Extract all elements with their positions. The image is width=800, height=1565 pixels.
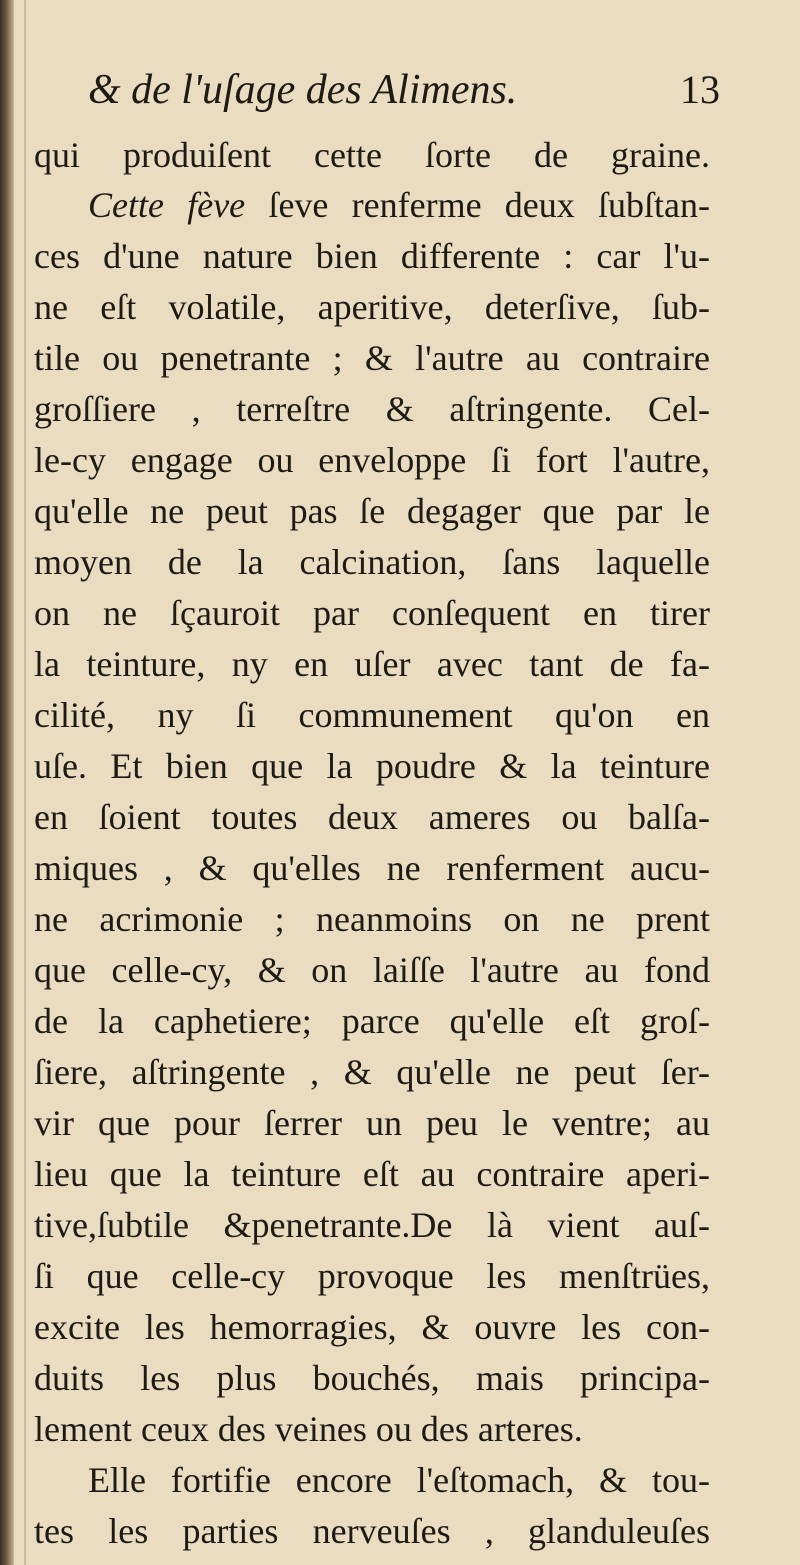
text-line-14: en ſoient toutes deux ameres ou balſa- <box>34 797 710 837</box>
text-line-12: cilité, ny ſi communement qu'on en <box>34 695 710 735</box>
text-line-9: moyen de la calcination, ſans laquelle <box>34 542 710 582</box>
text-line-27: Elle fortifie encore l'eſtomach, & tou- <box>88 1460 710 1500</box>
text-line-21: lieu que la teinture eſt au contraire aperi- <box>34 1154 710 1194</box>
text-line-22: tive,ſubtile &penetrante.De là vient auſ- <box>34 1205 710 1245</box>
text-line-18: de la caphetiere; parce qu'elle eſt groſ- <box>34 1001 710 1041</box>
text-line-2-rest: ſeve renferme deux ſubſtan- <box>268 185 710 225</box>
text-line-7: le-cy engage ou enveloppe ſi fort l'autre, <box>34 440 710 480</box>
text-line-20: vir que pour ſerrer un peu le ventre; au <box>34 1103 710 1143</box>
text-line-17: que celle-cy, & on laiſſe l'autre au fond <box>34 950 710 990</box>
text-line-19: ſiere, aſtringente , & qu'elle ne peut ſer- <box>34 1052 710 1092</box>
text-line-8: qu'elle ne peut pas ſe degager que par le <box>34 491 710 531</box>
text-line-5: tile ou penetrante ; & l'autre au contraire <box>34 338 710 378</box>
text-line-26: lement ceux des veines ou des arteres. <box>34 1409 583 1449</box>
italic-phrase: Cette fève <box>88 185 246 225</box>
text-line-13: uſe. Et bien que la poudre & la teinture <box>34 746 710 786</box>
text-line-2 <box>88 180 710 230</box>
text-line-24: excite les hemorragies, & ouvre les con- <box>34 1307 710 1347</box>
text-line-3: ces d'une nature bien differente : car l'u- <box>34 236 710 276</box>
text-line-11: la teinture, ny en uſer avec tant de fa- <box>34 644 710 684</box>
text-line-16: ne acrimonie ; neanmoins on ne prent <box>34 899 710 939</box>
text-line-15: miques , & qu'elles ne renferment aucu- <box>34 848 710 888</box>
text-line-4: ne eſt volatile, aperitive, deterſive, ſub- <box>34 287 710 327</box>
text-line-25: duits les plus bouchés, mais principa- <box>34 1358 710 1398</box>
text-line-10: on ne ſçauroit par conſequent en tirer <box>34 593 710 633</box>
text-line-28: tes les parties nerveuſes , glanduleuſes <box>34 1511 710 1551</box>
text-line-6: groſſiere , terreſtre & aſtringente. Cel- <box>34 389 710 429</box>
text-line-1: qui produiſent cette ſorte de graine. <box>34 135 710 175</box>
text-line-23: ſi que celle-cy provoque les menſtrües, <box>34 1256 710 1296</box>
page-number: 13 <box>680 67 720 112</box>
running-title: & de l'uſage des Alimens. <box>88 67 518 113</box>
